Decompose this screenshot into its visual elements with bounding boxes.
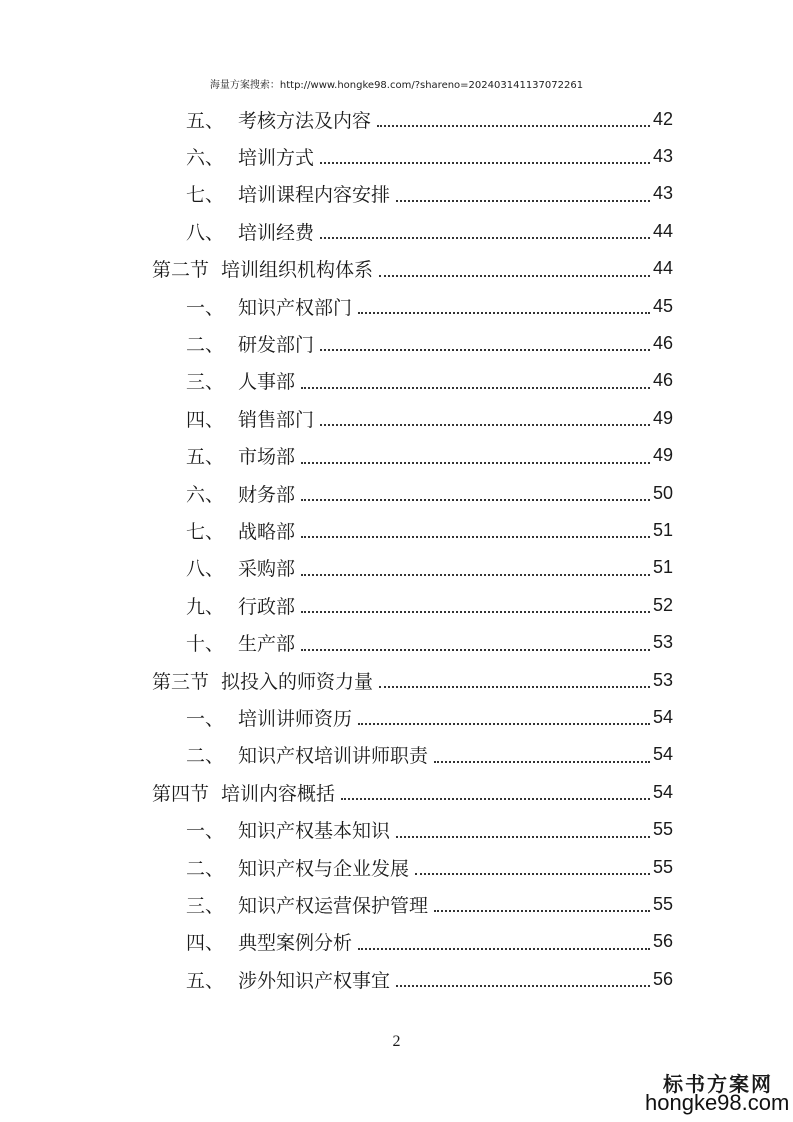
- toc-entry-title: 培训组织机构体系: [221, 259, 374, 282]
- toc-entry-number: 第三节: [152, 670, 210, 693]
- toc-dot-leader: [341, 798, 650, 800]
- toc-entry-number: 八、: [186, 221, 225, 244]
- toc-dot-leader: [358, 723, 650, 725]
- toc-entry-title: 知识产权部门: [238, 296, 353, 319]
- toc-entry-title: 知识产权基本知识: [238, 820, 391, 843]
- toc-entry-title: 人事部: [238, 371, 296, 394]
- toc-entry[interactable]: [186, 138, 673, 174]
- toc-entry-number: 五、: [186, 109, 225, 132]
- toc-entry-title: 知识产权培训讲师职责: [238, 745, 429, 768]
- toc-dot-leader: [320, 162, 650, 164]
- toc-dot-leader: [379, 275, 650, 277]
- toc-entry-page: 54: [652, 781, 673, 802]
- toc-dot-leader: [358, 948, 650, 950]
- toc-dot-leader: [320, 349, 650, 351]
- watermark-site-name: 标书方案网: [663, 1072, 773, 1096]
- toc-entry-number: 八、: [186, 558, 225, 581]
- toc-dot-leader: [301, 462, 650, 464]
- toc-entry-page: 44: [652, 220, 673, 241]
- toc-entry-number: 三、: [186, 371, 225, 394]
- toc-entry-page: 50: [652, 482, 673, 503]
- toc-entry-page: 56: [652, 931, 673, 952]
- toc-entry-page: 55: [652, 819, 673, 840]
- toc-entry-number: 九、: [186, 595, 225, 618]
- toc-entry-number: 二、: [186, 745, 225, 768]
- toc-entry[interactable]: [186, 812, 673, 848]
- toc-entry-page: 52: [652, 594, 673, 615]
- toc-entry-title: 涉外知识产权事宜: [238, 969, 391, 992]
- toc-entry-title: 典型案例分析: [238, 932, 353, 955]
- toc-entry-page: 42: [652, 108, 673, 129]
- toc-entry-title: 行政部: [238, 595, 296, 618]
- toc-entry-page: 54: [652, 744, 673, 765]
- toc-entry-title: 考核方法及内容: [238, 109, 372, 132]
- toc-dot-leader: [301, 387, 650, 389]
- toc-entry-page: 51: [652, 519, 673, 540]
- toc-entry-title: 培训方式: [238, 146, 315, 169]
- toc-entry[interactable]: [186, 587, 673, 623]
- toc-entry[interactable]: [186, 400, 673, 436]
- toc-entry-page: 56: [652, 968, 673, 989]
- toc-entry-number: 七、: [186, 520, 225, 543]
- toc-dot-leader: [301, 499, 650, 501]
- toc-entry-title: 培训课程内容安排: [238, 184, 391, 207]
- watermark-domain: hongke98.com: [645, 1090, 790, 1115]
- toc-dot-leader: [415, 873, 650, 875]
- page-number: 2: [392, 1033, 401, 1050]
- toc-entry[interactable]: [186, 737, 673, 773]
- toc-entry-page: 55: [652, 893, 673, 914]
- toc-entry-page: 49: [652, 407, 673, 428]
- toc-dot-leader: [320, 237, 650, 239]
- toc-entry-number: 一、: [186, 820, 225, 843]
- toc-dot-leader: [377, 125, 650, 127]
- toc-dot-leader: [301, 649, 650, 651]
- toc-entry-page: 44: [652, 258, 673, 279]
- toc-entry-page: 46: [652, 370, 673, 391]
- toc-entry-page: 49: [652, 445, 673, 466]
- toc-entry[interactable]: [186, 475, 673, 511]
- toc-entry-title: 销售部门: [238, 408, 315, 431]
- toc-entry-page: 43: [652, 145, 673, 166]
- toc-entry[interactable]: [186, 363, 673, 399]
- toc-entry-page: 54: [652, 706, 673, 727]
- toc-entry[interactable]: [152, 662, 673, 698]
- toc-entry-number: 七、: [186, 184, 225, 207]
- toc-entry-title: 市场部: [238, 446, 296, 469]
- toc-entry[interactable]: [186, 213, 673, 249]
- toc-entry-number: 四、: [186, 408, 225, 431]
- toc-entry[interactable]: [152, 774, 673, 810]
- toc-entry-title: 培训内容概括: [221, 782, 336, 805]
- toc-entry-number: 六、: [186, 146, 225, 169]
- toc-entry-title: 知识产权运营保护管理: [238, 894, 429, 917]
- toc-entry-page: 53: [652, 669, 673, 690]
- toc-dot-leader: [434, 910, 650, 912]
- toc-entry-number: 二、: [186, 333, 225, 356]
- toc-entry-number: 一、: [186, 296, 225, 319]
- toc-entry[interactable]: [186, 625, 673, 661]
- toc-entry-number: 第四节: [152, 782, 210, 805]
- toc-entry[interactable]: [152, 251, 673, 287]
- toc-entry[interactable]: [186, 101, 673, 137]
- toc-entry-title: 财务部: [238, 483, 296, 506]
- toc-dot-leader: [396, 985, 650, 987]
- toc-entry[interactable]: [186, 512, 673, 548]
- toc-entry-page: 43: [652, 183, 673, 204]
- toc-entry-number: 六、: [186, 483, 225, 506]
- toc-entry-title: 培训经费: [238, 221, 315, 244]
- toc-entry-number: 二、: [186, 857, 225, 880]
- toc-entry-number: 五、: [186, 969, 225, 992]
- toc-entry[interactable]: [186, 325, 673, 361]
- toc-entry-number: 十、: [186, 633, 225, 656]
- toc-entry[interactable]: [186, 849, 673, 885]
- page-header-url: 海量方案搜索：http://www.hongke98.com/?shareno=20240314113707226​1: [209, 80, 584, 91]
- toc-entry-page: 51: [652, 557, 673, 578]
- toc-entry[interactable]: [186, 961, 673, 997]
- toc-dot-leader: [396, 836, 650, 838]
- toc-dot-leader: [396, 200, 650, 202]
- toc-entry-page: 55: [652, 856, 673, 877]
- toc-entry-number: 四、: [186, 932, 225, 955]
- toc-entry-page: 45: [652, 295, 673, 316]
- toc-entry-number: 五、: [186, 446, 225, 469]
- toc-entry-title: 战略部: [238, 520, 296, 543]
- toc-entry[interactable]: [186, 886, 673, 922]
- toc-entry-title: 生产部: [238, 633, 296, 656]
- toc-entry-number: 第二节: [152, 259, 210, 282]
- toc-entry[interactable]: [186, 699, 673, 735]
- toc-dot-leader: [434, 761, 650, 763]
- toc-entry-title: 知识产权与企业发展: [238, 857, 410, 880]
- toc-entry[interactable]: [186, 550, 673, 586]
- toc-entry-page: 46: [652, 332, 673, 353]
- toc-entry[interactable]: [186, 438, 673, 474]
- toc-dot-leader: [301, 536, 650, 538]
- toc-entry-title: 培训讲师资历: [238, 707, 353, 730]
- toc-dot-leader: [358, 312, 650, 314]
- toc-entry-title: 研发部门: [238, 333, 315, 356]
- toc-dot-leader: [379, 686, 650, 688]
- toc-dot-leader: [301, 574, 650, 576]
- toc-entry-number: 三、: [186, 894, 225, 917]
- toc-entry-page: 53: [652, 632, 673, 653]
- toc-entry-title: 采购部: [238, 558, 296, 581]
- toc-dot-leader: [320, 424, 650, 426]
- toc-dot-leader: [301, 611, 650, 613]
- toc-entry[interactable]: [186, 176, 673, 212]
- toc-entry[interactable]: [186, 924, 673, 960]
- toc-entry-number: 一、: [186, 707, 225, 730]
- toc-entry[interactable]: [186, 288, 673, 324]
- toc-entry-title: 拟投入的师资力量: [221, 670, 374, 693]
